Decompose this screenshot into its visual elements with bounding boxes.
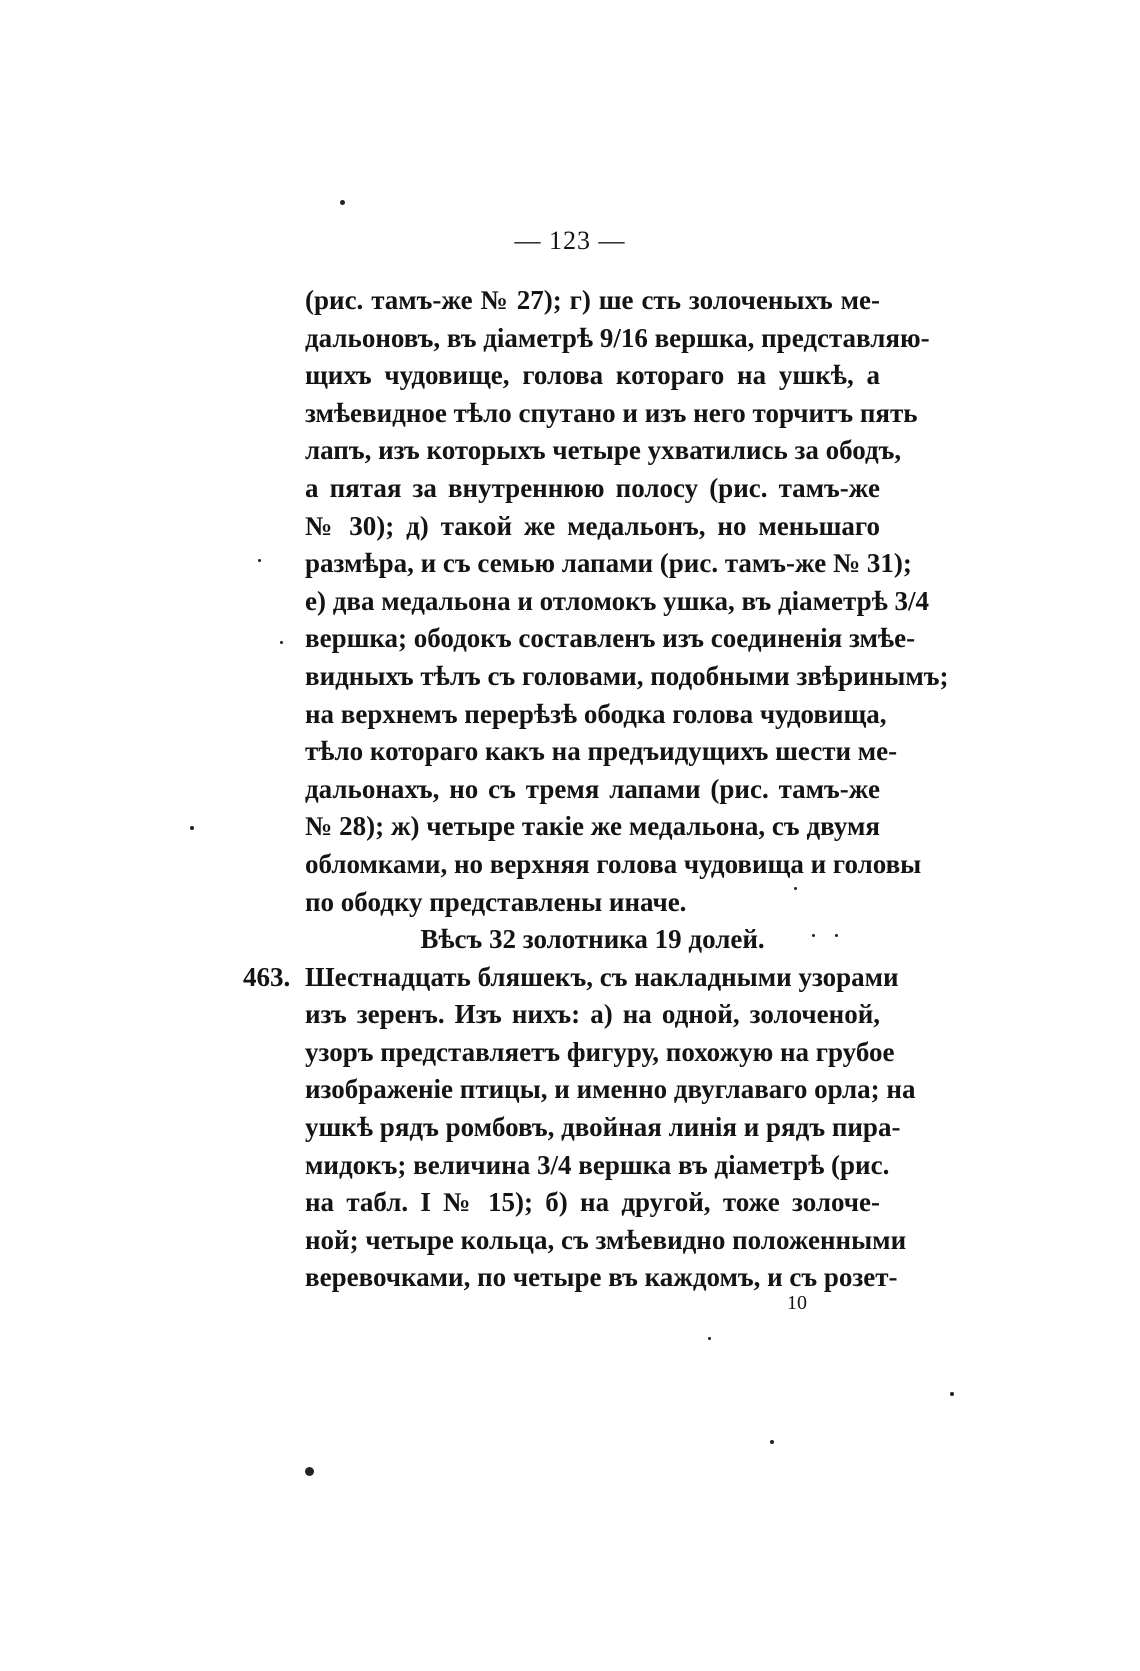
- text-line: (рис. тамъ-же № 27); г) ше сть золоченыхъ ме-: [305, 285, 880, 315]
- text-line: видныхъ тѣлъ съ головами, подобными звѣринымъ;: [305, 660, 949, 691]
- scan-speck: [305, 1467, 314, 1476]
- text-line: изъ зеренъ. Изъ нихъ: а) на одной, золоченой,: [305, 999, 880, 1030]
- scan-speck: [280, 641, 283, 644]
- scan-speck: [190, 826, 194, 830]
- page-number: — 123 —: [514, 226, 626, 255]
- text-line: узоръ представляетъ фигуру, похожую на грубое: [305, 1036, 895, 1067]
- text-line: обломками, но верхняя голова чудовища и головы: [305, 848, 922, 879]
- text-line: № 30); д) такой же медальонъ, но меньшаго: [305, 510, 880, 541]
- scan-speck: [708, 1337, 711, 1340]
- entry-463-first-line: [243, 959, 899, 997]
- entry-number: 463.: [243, 961, 291, 992]
- body-text: [243, 282, 949, 1297]
- text-line: на верхнемъ перерѣзѣ ободка голова чудовища,: [305, 698, 887, 729]
- text-line: веревочками, по четыре въ каждомъ, и съ розет-: [305, 1262, 898, 1293]
- scan-speck: [258, 559, 261, 562]
- text-line: изображеніе птицы, и именно двуглаваго орла; на: [305, 1074, 916, 1105]
- text-line: № 28); ж) четыре такіе же медальона, съ двумя: [305, 811, 880, 842]
- text-line: ушкѣ рядъ ромбовъ, двойная линія и рядъ пира-: [305, 1112, 901, 1143]
- scan-speck: [794, 887, 797, 890]
- text-line: е) два медальона и отломокъ ушка, въ діаметрѣ 3/4: [305, 585, 930, 616]
- text-line: тѣло котораго какъ на предъидущихъ шести ме-: [305, 736, 898, 767]
- scan-speck: [340, 200, 345, 205]
- scan-speck: [835, 934, 838, 937]
- text-line: лапъ, изъ которыхъ четыре ухватились за ободъ,: [305, 435, 902, 466]
- text-line: на табл. I № 15); б) на другой, тоже золоче-: [305, 1187, 880, 1218]
- text-line: дальоновъ, въ діаметрѣ 9/16 вершка, представляю-: [305, 322, 930, 353]
- text-line: щихъ чудовище, голова котораго на ушкѣ, а: [305, 360, 880, 391]
- text-line: мидокъ; величина 3/4 вершка въ діаметрѣ (рис.: [305, 1149, 890, 1180]
- text-line: а пятая за внутреннюю полосу (рис. тамъ-же: [305, 472, 880, 503]
- signature-mark: 10: [787, 1292, 807, 1314]
- text-line: ной; четыре кольца, съ змѣевидно положенными: [305, 1224, 907, 1255]
- text-line: дальонахъ, но съ тремя лапами (рис. тамъ-же: [305, 773, 880, 804]
- scan-speck: [770, 1440, 774, 1444]
- text-line: размѣра, и съ семью лапами (рис. тамъ-же № 31);: [305, 548, 912, 579]
- text-line: змѣевидное тѣло спутано и изъ него торчитъ пять: [305, 397, 918, 428]
- weight-line: Вѣсъ 32 золотника 19 долей.: [420, 924, 765, 955]
- text-line: вершка; ободокъ составленъ изъ соединенія змѣе-: [305, 623, 916, 654]
- scan-speck: [812, 934, 815, 937]
- scan-speck: [950, 1392, 954, 1396]
- text-line: Шестнадцать бляшекъ, съ накладными узорами: [305, 961, 899, 992]
- text-line: по ободку представлены иначе.: [305, 886, 687, 917]
